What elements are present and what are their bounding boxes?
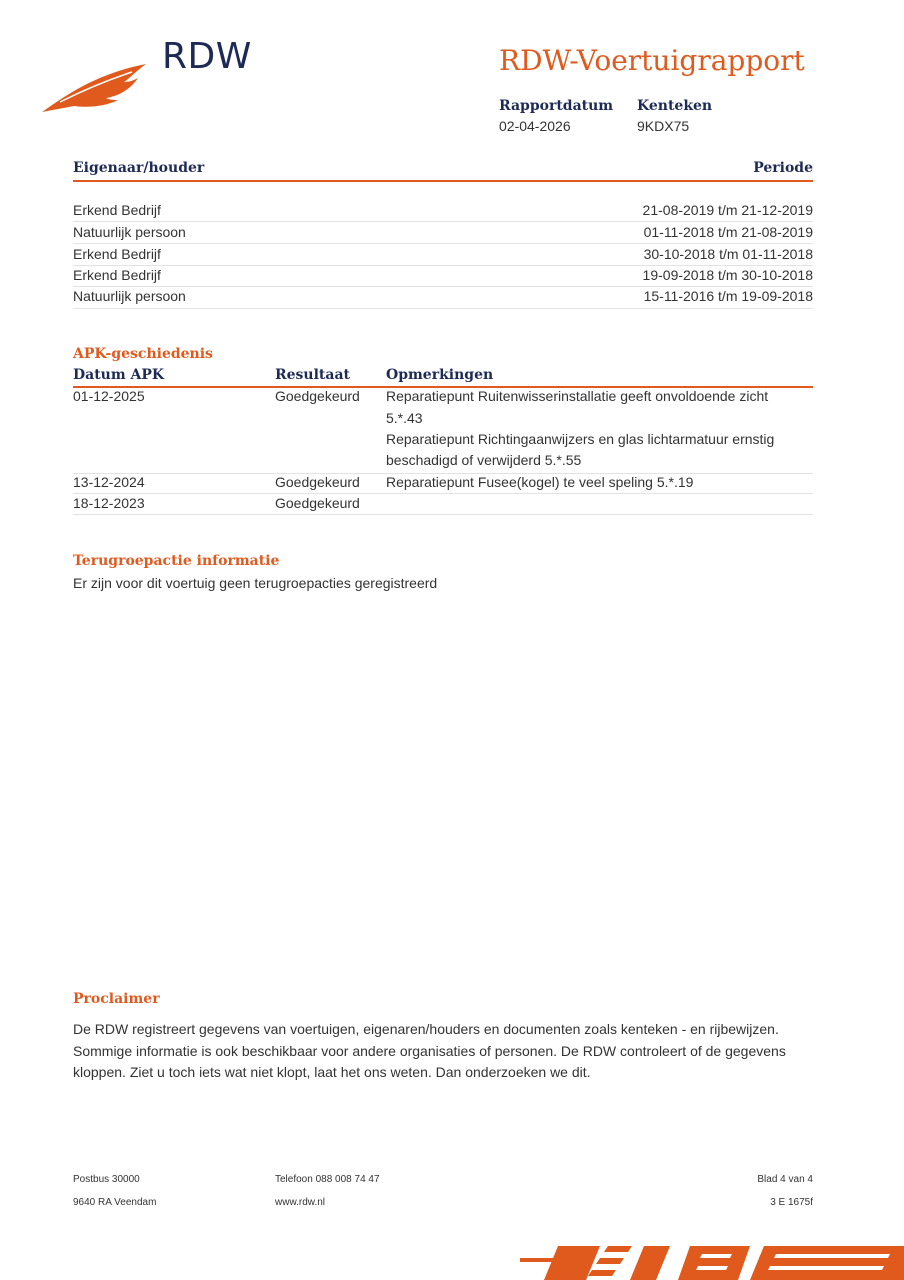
owner-cell: Natuurlijk persoon	[73, 288, 186, 304]
apk-remark-line: Reparatiepunt Ruitenwisserinstallatie geeft onvoldoende zicht	[386, 388, 769, 404]
table-row	[73, 244, 813, 266]
owners-header-rule	[73, 180, 813, 182]
proclaimer-title: Proclaimer	[73, 991, 160, 1007]
apk-date-cell: 01-12-2025	[73, 388, 145, 404]
apk-result-header: Resultaat	[275, 367, 350, 383]
proclaimer-line: De RDW registreert gegevens van voertuigen, eigenaren/houders en documenten zoals kenteken - en rijbewijzen.	[73, 1021, 779, 1037]
apk-date-cell: 18-12-2023	[73, 495, 145, 511]
table-row	[73, 386, 813, 474]
page-number: Blad 4 van 4	[757, 1174, 813, 1185]
apk-remark-line: beschadigd of verwijderd 5.*.55	[386, 452, 582, 468]
brand-name: RDW	[162, 36, 252, 77]
apk-remark-line: Reparatiepunt Richtingaanwijzers en glas lichtarmatuur ernstig	[386, 431, 775, 447]
period-cell: 21-08-2019 t/m 21-12-2019	[642, 202, 813, 218]
plate-label: Kenteken	[637, 98, 713, 114]
recall-section-title: Terugroepactie informatie	[73, 553, 280, 569]
owner-column-header: Eigenaar/houder	[73, 160, 205, 176]
footer-city: 9640 RA Veendam	[73, 1197, 157, 1208]
apk-remark-line: Reparatiepunt Fusee(kogel) te veel speling 5.*.19	[386, 474, 694, 490]
apk-result-cell: Goedgekeurd	[275, 388, 360, 404]
period-cell: 30-10-2018 t/m 01-11-2018	[643, 246, 813, 262]
period-cell: 19-09-2018 t/m 30-10-2018	[642, 267, 813, 283]
table-row	[73, 472, 813, 494]
document-code: 3 E 1675f	[770, 1197, 813, 1208]
decorative-stripes-icon	[520, 1244, 904, 1280]
apk-remark-line: 5.*.43	[386, 410, 423, 426]
table-row	[73, 222, 813, 244]
owner-cell: Erkend Bedrijf	[73, 202, 161, 218]
table-row	[73, 200, 813, 222]
table-row	[73, 493, 813, 515]
period-column-header: Periode	[753, 160, 813, 176]
table-row	[73, 286, 813, 309]
owner-cell: Natuurlijk persoon	[73, 224, 186, 240]
proclaimer-line: Sommige informatie is ook beschikbaar voor andere organisaties of personen. De RDW controleert of de gegevens	[73, 1043, 786, 1059]
report-date-value: 02-04-2026	[499, 118, 571, 134]
footer-website[interactable]: www.rdw.nl	[275, 1197, 326, 1208]
page-title: RDW-Voertuigrapport	[499, 44, 805, 77]
rdw-logo-icon	[40, 56, 150, 116]
report-date-label: Rapportdatum	[499, 98, 614, 114]
apk-result-cell: Goedgekeurd	[275, 474, 360, 490]
plate-value: 9KDX75	[637, 118, 690, 134]
footer-phone: Telefoon 088 008 74 47	[275, 1174, 380, 1185]
proclaimer-line: kloppen. Ziet u toch iets wat niet klopt, laat het ons weten. Dan onderzoeken we dit.	[73, 1064, 591, 1080]
apk-section-title: APK-geschiedenis	[73, 346, 213, 362]
apk-result-cell: Goedgekeurd	[275, 495, 360, 511]
recall-text: Er zijn voor dit voertuig geen terugroepacties geregistreerd	[73, 575, 438, 591]
owner-cell: Erkend Bedrijf	[73, 267, 161, 283]
apk-date-cell: 13-12-2024	[73, 474, 145, 490]
footer-postbus: Postbus 30000	[73, 1174, 140, 1185]
period-cell: 15-11-2016 t/m 19-09-2018	[643, 288, 813, 304]
table-row	[73, 265, 813, 287]
period-cell: 01-11-2018 t/m 21-08-2019	[643, 224, 813, 240]
apk-date-header: Datum APK	[73, 367, 165, 383]
apk-remarks-header: Opmerkingen	[386, 367, 494, 383]
owner-cell: Erkend Bedrijf	[73, 246, 161, 262]
